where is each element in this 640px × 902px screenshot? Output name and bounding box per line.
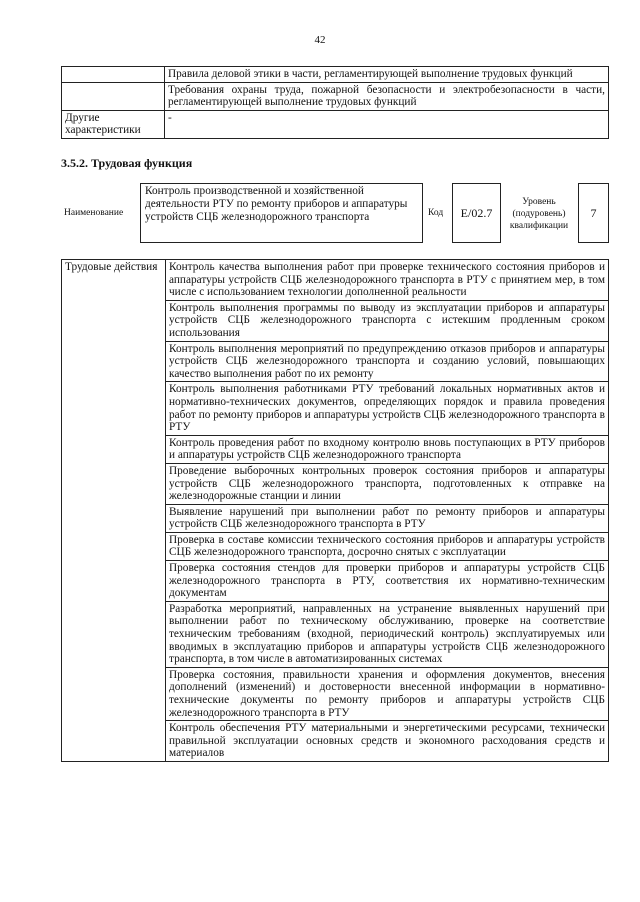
- level-value-box: 7: [578, 183, 609, 243]
- name-label: Наименование: [64, 208, 124, 218]
- row-label: [62, 67, 165, 83]
- code-label: Код: [428, 208, 444, 218]
- top-continuation-table: [61, 66, 609, 139]
- list-item: Контроль обеспечения РТУ материальными и энергетическими ресурсами, технически правильной эксплуатации основных средств и экономного расходования средств и материалов: [166, 721, 609, 762]
- list-item: Проведение выборочных контрольных проверок состояния приборов и аппаратуры устройств СЦБ железнодорожного транспорта, подготовленных к отправке на железнодорожные станции и линии: [166, 463, 609, 504]
- row-text: -: [165, 110, 609, 138]
- table-row: [62, 67, 609, 83]
- section-heading: 3.5.2. Трудовая функция: [61, 156, 193, 170]
- row-label: [62, 82, 165, 110]
- table-row: [62, 260, 609, 301]
- list-item: Проверка в составе комиссии технического состояния приборов и аппаратуры устройств СЦБ железнодорожного транспорта, досрочно снятых с эксплуатации: [166, 532, 609, 560]
- table-row: [62, 82, 609, 110]
- page-number: 42: [314, 34, 326, 46]
- row-text: Правила деловой этики в части, регламентирующей выполнение трудовых функций: [165, 67, 609, 83]
- list-item: Проверка состояния, правильности хранения и оформления документов, внесения дополнений (изменений) и достоверности внесенной информации в нормативно-технические документы по ремонту приборов и аппаратуры устройств СЦБ железнодорожного транспорта в РТУ: [166, 667, 609, 720]
- list-item: Разработка мероприятий, направленных на устранение выявленных нарушений при выполнении работ по техническому обслуживанию, проверке на соответствие техническим требованиям (входной, периодический контроль) эксплуатируемых или вводимых в эксплуатацию приборов и аппаратуры устройств СЦБ железнодорожного транспорта, в том числе в автоматизированных системах: [166, 601, 609, 667]
- function-name-box: Контроль производственной и хозяйственной деятельности РТУ по ремонту приборов и аппаратуры устройств СЦБ железнодорожного транспорта: [140, 183, 423, 243]
- row-label: Трудовые действия: [62, 260, 166, 762]
- code-value-box: E/02.7: [452, 183, 501, 243]
- row-label: Другие характеристики: [62, 110, 165, 138]
- list-item: Контроль качества выполнения работ при проверке технического состояния приборов и аппаратуры устройств СЦБ железнодорожного транспорта в РТУ с принятием мер, в том числе с использованием технологии дополненной реальности: [166, 260, 609, 301]
- list-item: Контроль выполнения работниками РТУ требований локальных нормативных актов и нормативно-технических документов, определяющих порядок и правила проведения работ по ремонту приборов и аппаратуры устройств СЦБ железнодорожного транспорта в РТУ: [166, 382, 609, 435]
- list-item: Контроль проведения работ по входному контролю вновь поступающих в РТУ приборов и аппаратуры устройств СЦБ железнодорожного транспорта: [166, 435, 609, 463]
- labor-actions-table: [61, 259, 609, 762]
- row-text: Требования охраны труда, пожарной безопасности и электробезопасности в части, регламентирующей выполнение трудовых функций: [165, 82, 609, 110]
- table-row: [62, 110, 609, 138]
- level-label: Уровень (подуровень) квалификации: [509, 197, 569, 231]
- list-item: Контроль выполнения мероприятий по предупреждению отказов приборов и аппаратуры устройств СЦБ железнодорожного транспорта и созданию условий, повышающих качество выполнения работ по их ремонту: [166, 341, 609, 382]
- list-item: Проверка состояния стендов для проверки приборов и аппаратуры устройств СЦБ железнодорожного транспорта в РТУ, соответствия их нормативно-техническим документам: [166, 561, 609, 602]
- list-item: Контроль выполнения программы по выводу из эксплуатации приборов и аппаратуры устройств СЦБ железнодорожного транспорта с истекшим продленным сроком использования: [166, 300, 609, 341]
- list-item: Выявление нарушений при выполнении работ по ремонту приборов и аппаратуры устройств СЦБ железнодорожного транспорта в РТУ: [166, 504, 609, 532]
